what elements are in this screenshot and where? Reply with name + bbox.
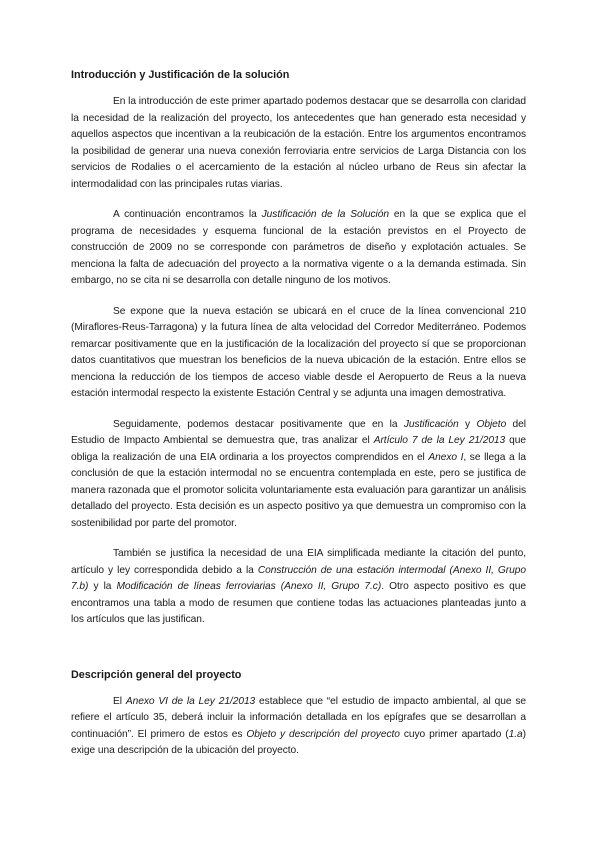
text-run: . Otro aspecto positivo es que encontramos una tabla a modo de resumen que contiene todas las actuaciones planteadas junto a los artículos que las justifican. (71, 581, 527, 625)
section-heading-introduccion: Introducción y Justificación de la solución (71, 69, 290, 81)
italic-term: Artículo 7 de la Ley 21/2013 (373, 435, 506, 446)
text-run: ) exige una descripción de la ubicación del proyecto. (71, 728, 527, 756)
paragraph-introduccion: En la introducción de este primer apartado podemos destacar que se desarrolla con claridad la necesidad de la realización del proyecto, los antecedentes que han generado esta necesidad y aquellos aspectos que incentivan a la reubicación de la estación. Entre los argumentos encontramos la posibilidad de generar una nueva conexión ferroviaria entre servicios de Larga Distancia con los servicios de Rodalies o el acercamiento de la estación al núcleo urbano de Reus sin afectar la intermodalidad con las principales rutas viarias. (71, 96, 526, 190)
text-run: El (113, 695, 126, 707)
text-run: que obliga la realización de una EIA ordinaria a los proyectos comprendidos en el (71, 435, 526, 463)
text-run: y (458, 418, 477, 430)
italic-term: Anexo VI de la Ley 21/2013 (125, 695, 256, 707)
section-heading-descripcion: Descripción general del proyecto (71, 668, 242, 681)
italic-term: Modificación de líneas ferroviarias (Anexo II, Grupo 7.c) (116, 581, 382, 592)
text-run: cuyo primer apartado ( (399, 728, 509, 740)
italic-term: 1.a (508, 728, 523, 740)
text-run: y la (88, 581, 117, 592)
page-content (71, 68, 526, 760)
text-run: A continuación encontramos la (113, 209, 262, 220)
italic-term: Construcción de una estación intermodal (Anexo II, Grupo 7.b) (71, 564, 526, 592)
italic-term: Anexo I (428, 451, 464, 463)
paragraph-justificacion-solucion (71, 207, 526, 290)
italic-term: Justificación (403, 418, 459, 430)
text-run: También se justifica la necesidad de una EIA simplificada mediante la citación del punto, artículo y ley correspondida debido a la (71, 548, 526, 576)
paragraph-eia-simplificada (71, 546, 526, 629)
paragraph-ubicacion: Se expone que la nueva estación se ubicará en el cruce de la línea convencional 210 (Miraflores-Reus-Tarragona) y la futura línea de alta velocidad del Corredor Mediterráneo. Podemos remarcar positivamente que en la justificación de la localización del proyecto sí que se proporcionan datos cuantitativos que muestran los beneficios de la nueva ubicación de la estación. Entre ellos se menciona la reducción de los tiempos de acceso viable desde el Aeropuerto de Reus a la nueva estación intermodal respecto la existente Estación Central y se adjunta una imagen demostrativa. (71, 305, 526, 399)
italic-term: Objeto (476, 418, 507, 430)
text-run: en la que se explica que el programa de necesidades y esquema funcional de la estación previstos en el Proyecto de construcción de 2009 no se corresponde con parámetros de diseño y explotación actuales. Se menciona la falta de adecuación del proyecto a la normativa vigente o a la demanda estimada. Sin embargo, no se cita ni se desarrolla con detalle ninguno de los motivos. (71, 209, 526, 286)
italic-term: Objeto y descripción del proyecto (246, 728, 400, 740)
text-run: establece que “el estudio de impacto ambiental, al que se refiere el artículo 35, deberá incluir la información detallada en los epígrafes que se desarrollan a continuación”. El primero de estos es (71, 695, 526, 740)
section-descripcion (71, 668, 526, 760)
text-run: Seguidamente, podemos destacar positivamente que en la (113, 418, 404, 430)
italic-term: Justificación de la Solución (261, 209, 389, 220)
text-run: del Estudio de Impacto Ambiental se demuestra que, tras analizar el (71, 418, 527, 446)
paragraph-anexo-vi (71, 694, 526, 760)
paragraph-estudio-impacto (71, 417, 526, 533)
text-run: , se llega a la conclusión de que la estación intermodal no se encuentra contemplada en este, pero se justifica de manera razonada que el promotor solicita voluntariamente esta evaluación para garantizar un análisis detallado del proyecto. Esta decisión es un aspecto positivo ya que demuestra un compromiso con la sostenibilidad por parte del promotor. (71, 451, 527, 529)
